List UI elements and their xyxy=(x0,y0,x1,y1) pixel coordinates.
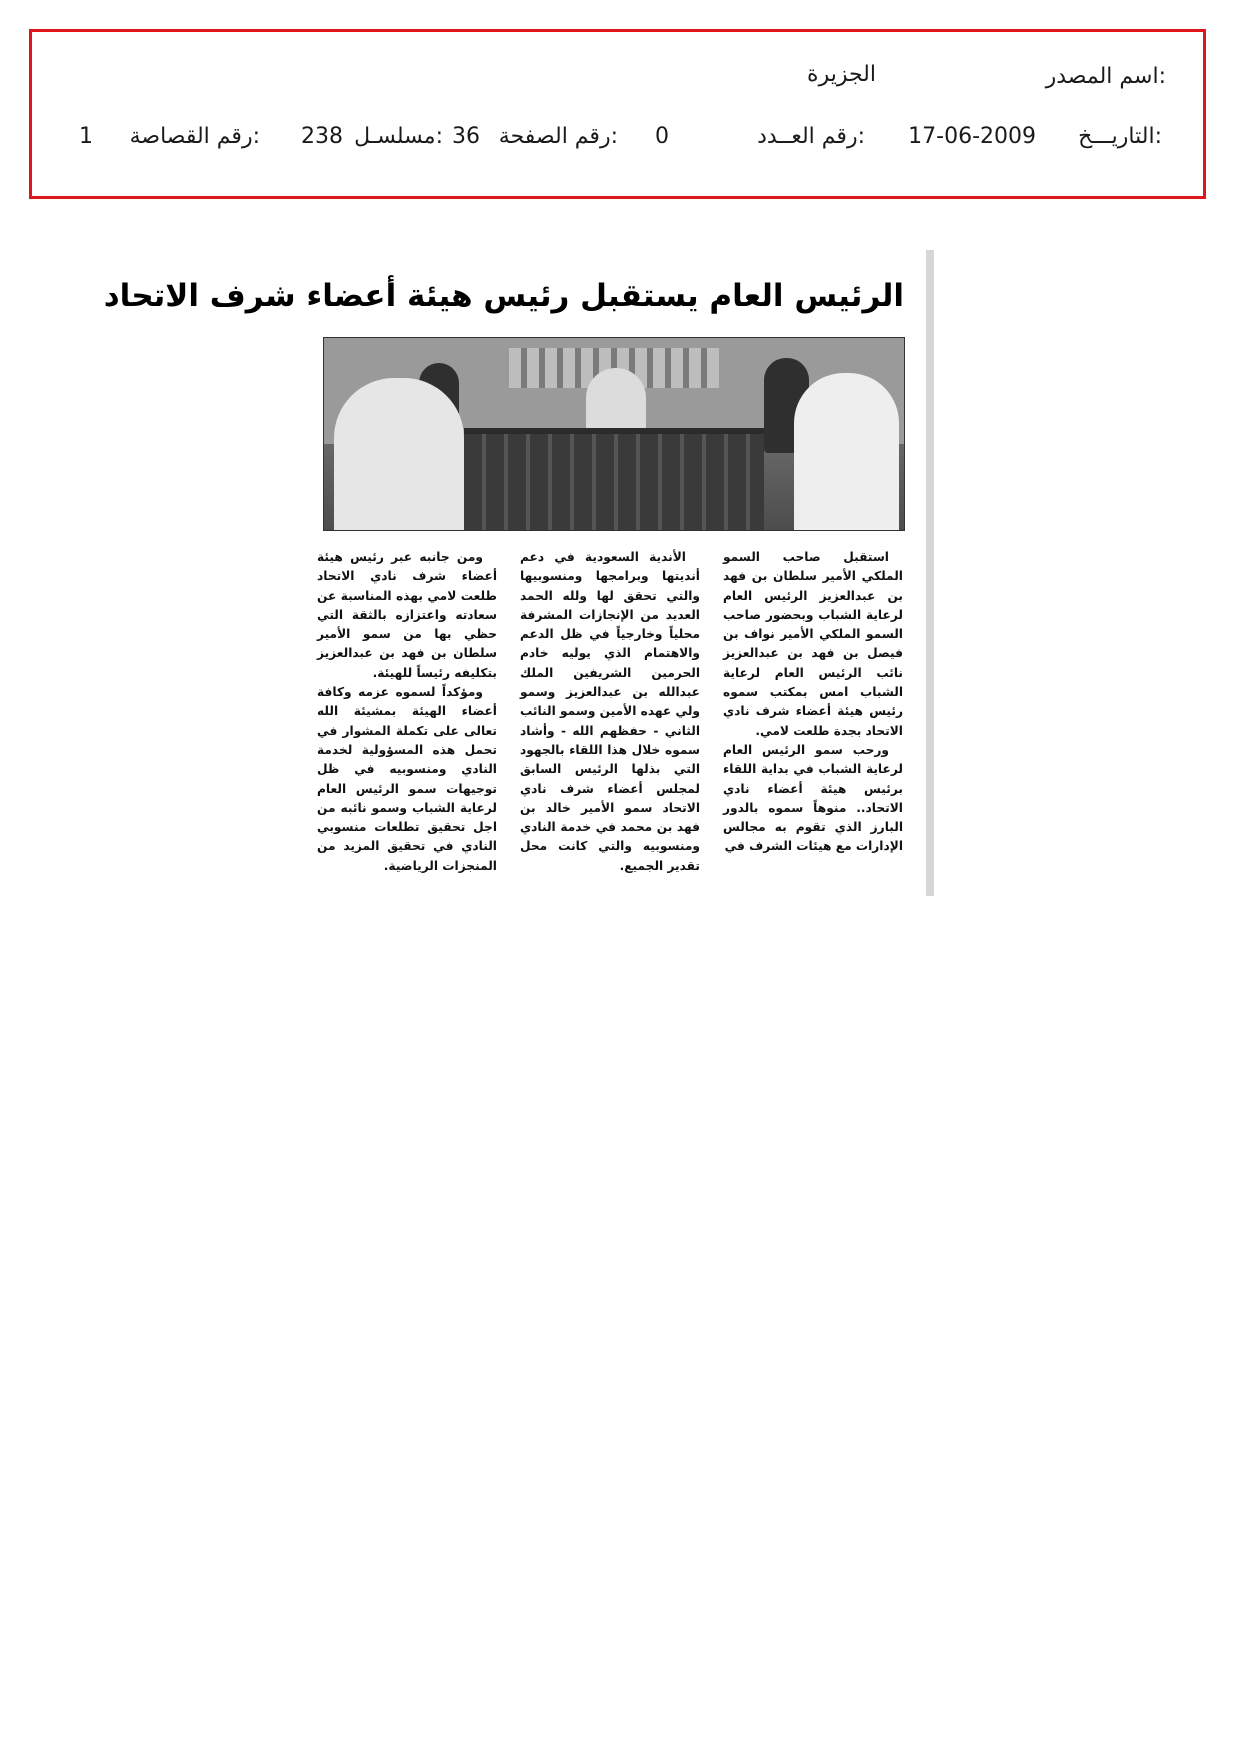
column-2-paragraph-1: الأندية السعودية في دعم أنديتها وبرامجها ومنسوبيها والتي تحقق لها ولله الحمد العديد من الإنجازات المشرفة محلياً وخارجياً في ظل الدعم والاهتمام الذي يوليه خادم الحرمين الشريفين الملك عبدالله بن عبدالعزيز وسمو ولي عهده الأمين وسمو النائب الثاني - حفظهم الله - وأشاد سموه خلال هذا اللقاء بالجهود التي بذلها الرئيس السابق لمجلس أعضاء شرف نادي الاتحاد سمو الأمير خالد بن فهد بن محمد في خدمة النادي ومنسوبيه والتي كانت محل تقدير الجميع. xyxy=(520,550,700,873)
article-photo xyxy=(323,337,905,531)
article-column-3 xyxy=(317,548,497,876)
date-value: 17-06-2009 xyxy=(908,124,1036,149)
clipping-edge xyxy=(926,250,934,896)
page-value: 36 xyxy=(452,124,480,149)
article-headline: الرئيس العام يستقبل رئيس هيئة أعضاء شرف الاتحاد xyxy=(103,278,904,314)
column-1-paragraph-2: ورحب سمو الرئيس العام لرعاية الشباب في بداية اللقاء برئيس هيئة أعضاء نادي الاتحاد.. منوهاً سموه بالدور البارز الذي تقوم به مجالس الإدارات مع هيئات الشرف في xyxy=(723,742,903,854)
source-label: اسم المصدر: xyxy=(1045,64,1166,89)
clip-value: 1 xyxy=(79,124,93,149)
serial-label: مسلسـل: xyxy=(354,124,443,149)
clip-label: رقم القصاصة: xyxy=(129,124,260,149)
date-label: التاريـــخ: xyxy=(1078,124,1162,149)
article-column-1 xyxy=(723,548,903,857)
issue-value: 0 xyxy=(655,124,669,149)
column-3-paragraph-2: ومؤكداً لسموه عزمه وكافة أعضاء الهيئة بمشيئة الله تعالى على تكملة المشوار في تحمل هذه المسؤولية لخدمة النادي ومنسوبيه في ظل توجيهات سمو الرئيس العام لرعاية الشباب وسمو نائبه من اجل تحقيق تطلعات منسوبي النادي في تحقيق المزيد من المنجزات الرياضية. xyxy=(317,685,497,873)
serial-value: 238 xyxy=(301,124,343,149)
issue-label: رقم العــدد: xyxy=(757,124,865,149)
source-value: الجزيرة xyxy=(807,62,876,87)
column-1-paragraph-1: استقبل صاحب السمو الملكي الأمير سلطان بن فهد بن عبدالعزيز الرئيس العام لرعاية الشباب وبحضور صاحب السمو الملكي الأمير نواف بن فيصل بن فهد بن عبدالعزيز نائب الرئيس العام لرعاية الشباب امس بمكتب سموه رئيس هيئة أعضاء شرف نادي الاتحاد بجدة طلعت لامي. xyxy=(723,550,903,738)
page-label: رقم الصفحة: xyxy=(498,124,618,149)
column-3-paragraph-1: ومن جانبه عبر رئيس هيئة أعضاء شرف نادي الاتحاد طلعت لامي بهذه المناسبة عن سعادته واعتزازه بالثقة التي حظي بها من سمو الأمير سلطان بن فهد بن عبدالعزيز بتكليفه رئيساً للهيئة. xyxy=(317,550,497,680)
article-column-2 xyxy=(520,548,700,876)
clipping-info-box xyxy=(29,29,1206,199)
